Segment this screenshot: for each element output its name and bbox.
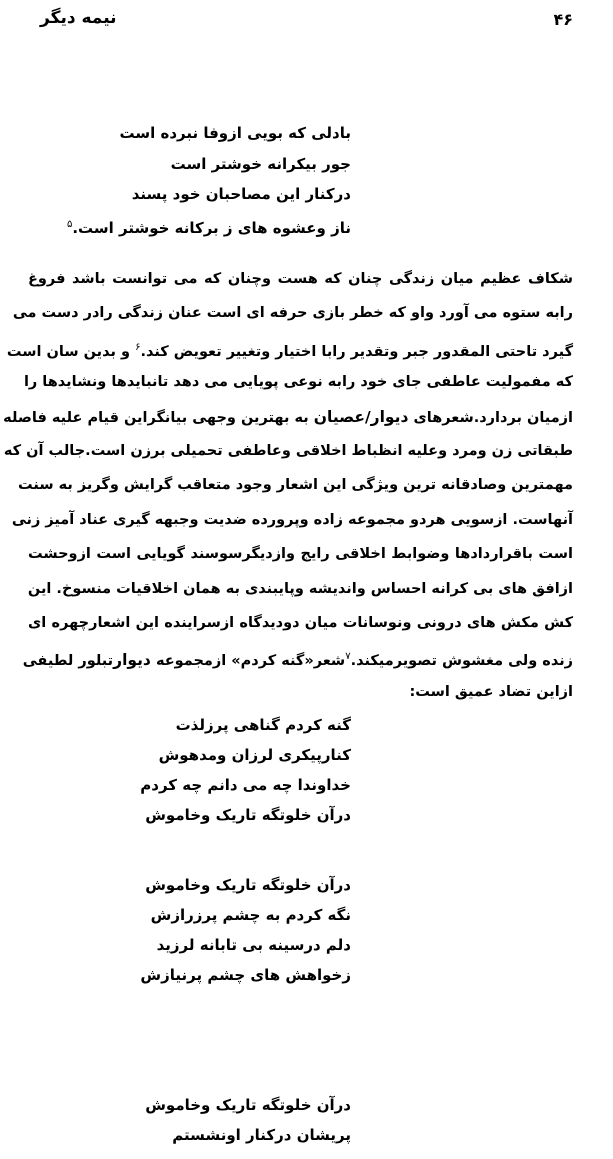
footnote-ref: ۵	[66, 218, 73, 230]
page-number: ۴۶	[553, 10, 573, 29]
footnote-ref: ۷	[345, 651, 351, 663]
verse-line: خداوندا چه می دانم چه کردم	[140, 776, 351, 794]
prose-line: طبقاتی زن ومرد وعلیه انظباط اخلاقی وعاطفی تحمیلی برزن است.جالب آن که	[3, 442, 573, 459]
prose-line: که مفمولیت عاطفی جای خود رابه نوعی پویایی می دهد تانبایدها ونشایدها را	[23, 374, 573, 391]
book-title: دیوار	[113, 651, 151, 670]
verse-line	[67, 210, 351, 241]
poem-stanza-3	[140, 870, 351, 990]
verse-line: کنارپیکری لرزان ومدهوش	[158, 746, 351, 764]
prose-paragraph	[3, 262, 573, 709]
verse-line: بادلی که بویی ازوفا نبرده است	[119, 124, 351, 142]
prose-line: آنهاست. ازسویی هردو مجموعه زاده وپرورده ضدیت وجبهه گیری عناد آمیز زنی	[11, 511, 573, 528]
prose-line: ازاین تضاد عمیق است:	[409, 683, 573, 700]
verse-line: جور بیکرانه خوشتر است	[170, 154, 351, 173]
verse-line: درآن خلوتگه تاریک وخاموش	[145, 876, 351, 894]
verse-line: نگه کردم به چشم پرزرازش	[150, 906, 351, 924]
verse-line: زخواهش های چشم پرنیازش	[140, 966, 351, 984]
poem-stanza-4	[145, 1090, 351, 1150]
running-title: نیمه دیگر	[40, 8, 117, 28]
prose-line: کش مکش های درونی ونوسانات میان دودیدگاه ازسراینده این اشعارچهره ای	[28, 614, 573, 631]
prose-line	[22, 640, 573, 674]
prose-line	[6, 331, 573, 365]
verse-line: درآن خلوتگه تاریک وخاموش	[145, 806, 351, 824]
footnote-ref: ۶	[135, 341, 141, 353]
prose-line: شکاف عظیم میان زندگی چنان که هست وچنان که می توانست باشد فروغ	[28, 271, 573, 287]
poem-stanza-1	[67, 118, 351, 240]
prose-text: تبلور لطیفی	[22, 653, 114, 670]
prose-text: و بدین سان است	[6, 343, 131, 360]
poem-title: شعر«گنه کردم»	[231, 653, 346, 670]
prose-text: گیرد تاحتی المقدور جبر وتقدیر رابا اختیار وتغییر تعویض کند.	[140, 343, 573, 360]
prose-line: است باقراردادها وضوابط اخلاقی رایج وازدیگرسوسند گویایی است ازوحشت	[28, 546, 573, 563]
verse-line: گنه کردم گناهی پرزلذت	[175, 716, 351, 734]
prose-text: ازمیان بردارد.شعرهای	[413, 409, 573, 426]
verse-line: دلم درسینه بی تابانه لرزید	[156, 936, 351, 954]
poem-stanza-2	[140, 710, 351, 830]
verse-text: ناز وعشوه های ز برکانه خوشتر است.	[72, 218, 351, 237]
prose-line: ازافق های بی کرانه احساس واندیشه وپایبندی به همان اخلاقیات منسوخ. این	[27, 580, 573, 597]
prose-text: زنده ولی مغشوش تصویرمیکند.	[350, 653, 573, 670]
prose-text: به بهترین وجهی بیانگراین قیام علیه فاصله	[3, 409, 309, 426]
prose-line: رابه ستوه می آورد واو که خطر بازی حرفه ای است عنان زندگی رادر دست می	[12, 305, 573, 322]
verse-line: درکنار این مصاحبان خود پسند	[131, 185, 351, 203]
prose-text: ازمجموعه	[155, 653, 227, 670]
prose-line	[3, 400, 573, 434]
page-header	[40, 8, 573, 38]
verse-line: درآن خلوتگه تاریک وخاموش	[145, 1096, 351, 1114]
book-title: دیوار/عصیان	[313, 407, 409, 426]
prose-line: مهمترین وصادقانه ترین ویژگی این اشعار وجود متعاقب گرایش وگریز به سنت	[18, 477, 573, 494]
verse-line: پریشان درکنار اونشستم	[172, 1126, 351, 1144]
